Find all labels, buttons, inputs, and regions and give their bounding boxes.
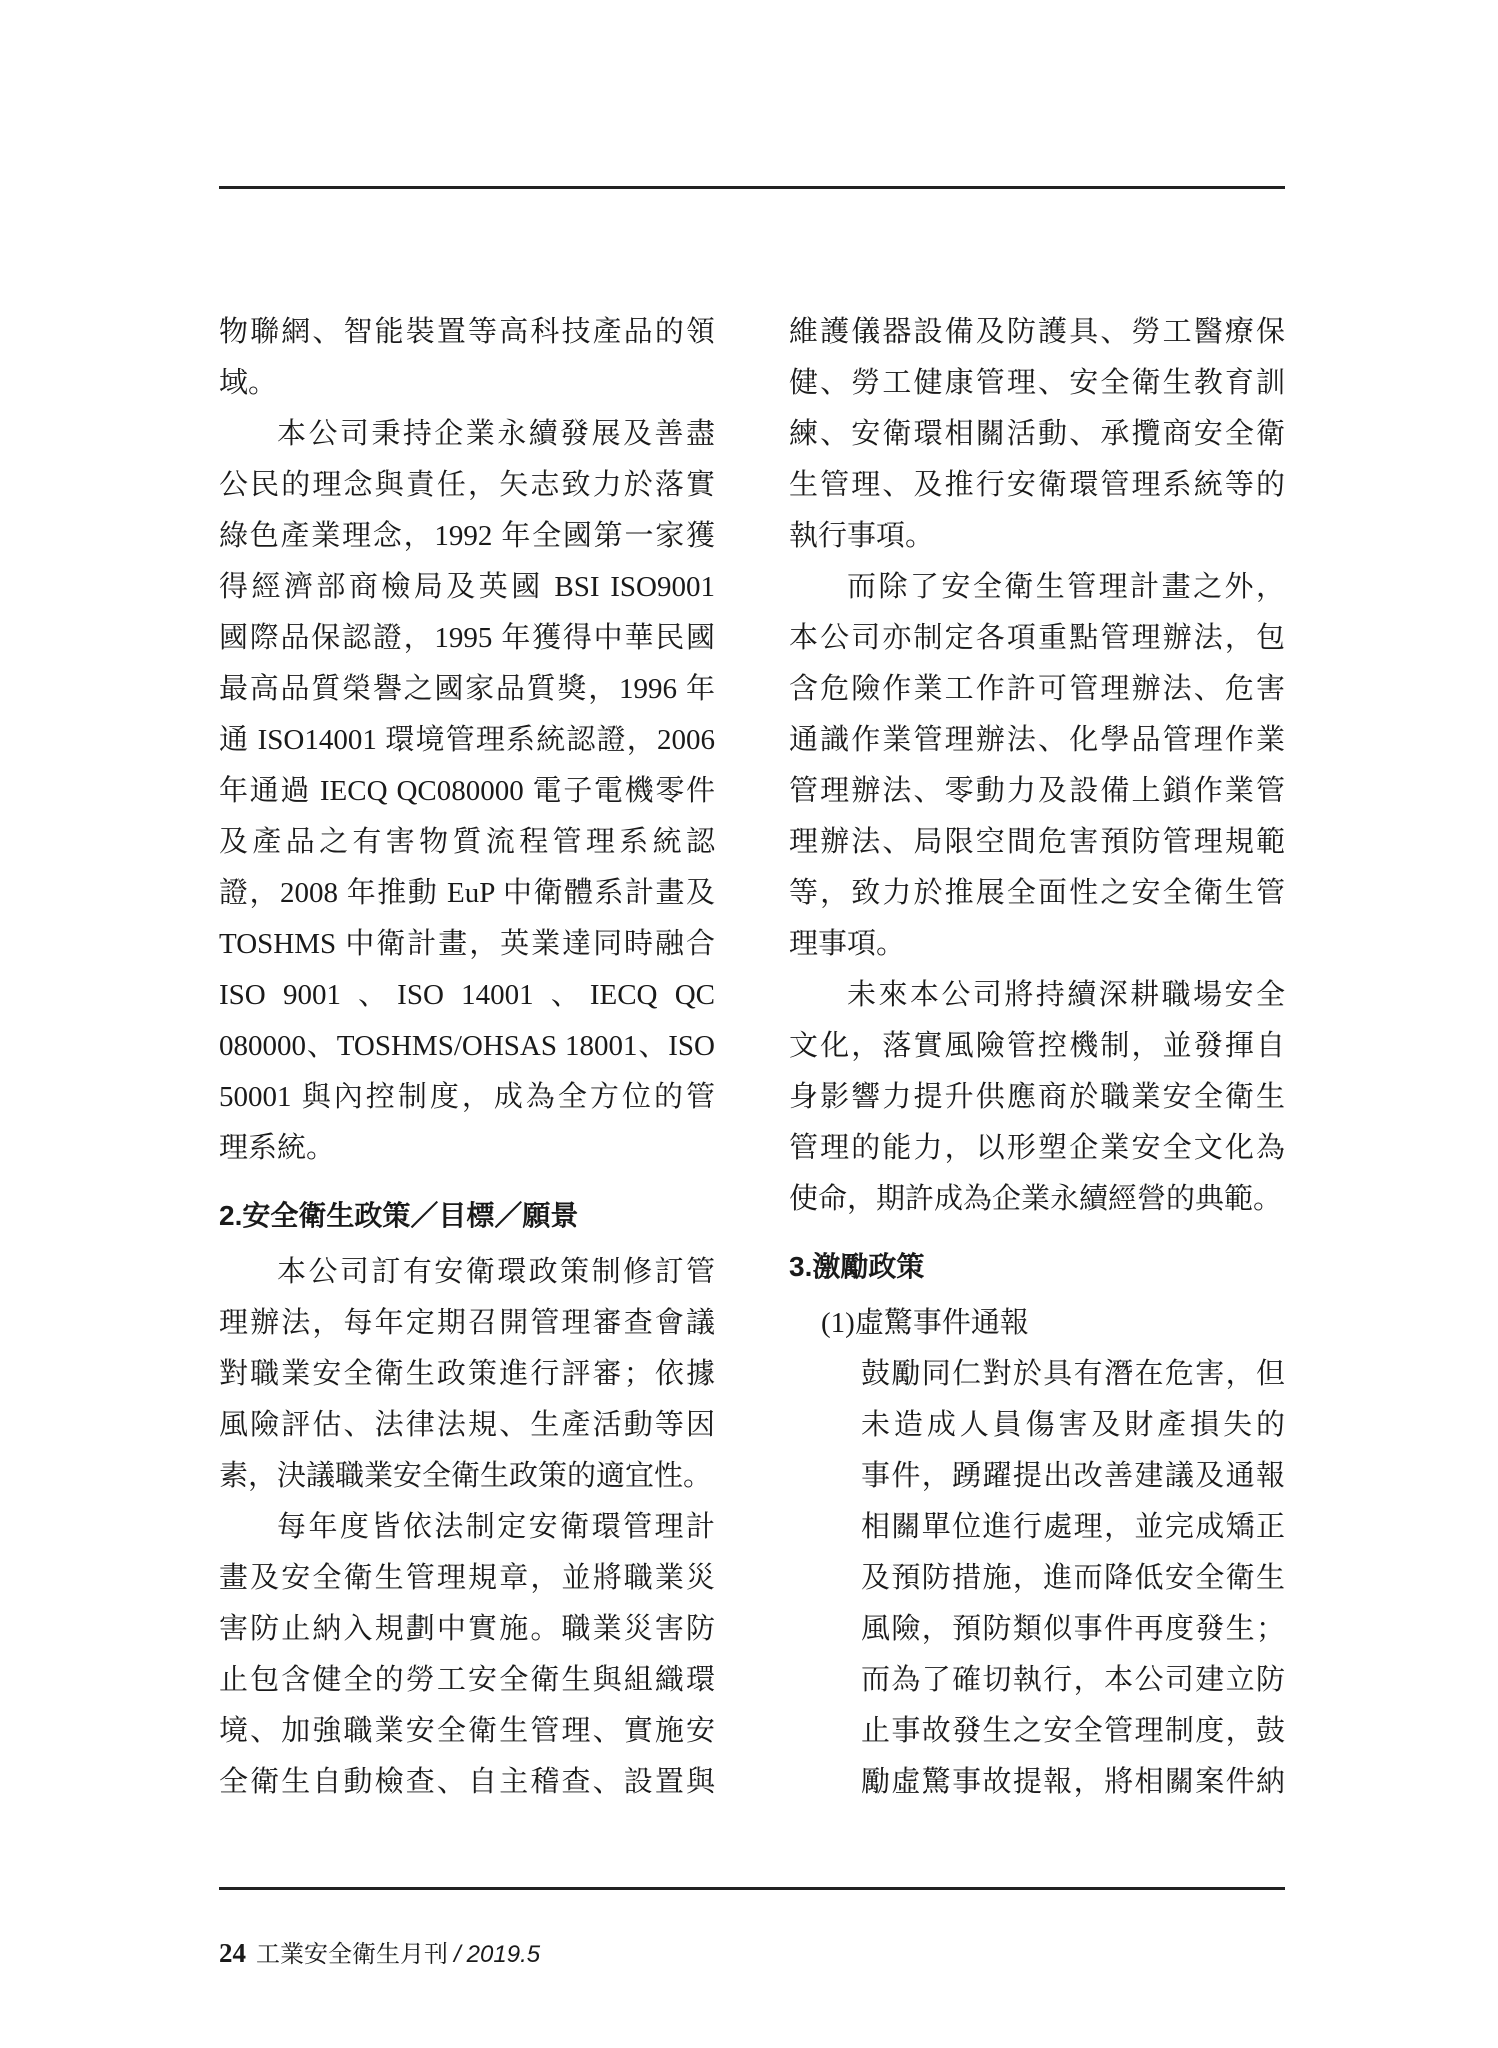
text-line: 理辦法、局限空間危害預防管理規範 (789, 826, 1285, 858)
paragraph (219, 1502, 715, 1808)
right-column (789, 307, 1285, 1808)
text-line: ISO 9001 、ISO 14001 、IECQ QC (219, 979, 715, 1011)
text-line: 管理辦法、零動力及設備上鎖作業管 (789, 775, 1285, 807)
text-line: 害防止納入規劃中實施。職業災害防 (219, 1613, 715, 1645)
paragraph (789, 562, 1285, 970)
text-line: 域。 (219, 367, 278, 399)
text-line: 管理的能力，以形塑企業安全文化為 (789, 1132, 1285, 1164)
text-line: 生管理、及推行安衛環管理系統等的 (789, 469, 1285, 501)
text-line: 物聯網、智能裝置等高科技產品的領 (219, 316, 715, 348)
text-line: 本公司亦制定各項重點管理辦法，包 (789, 622, 1285, 654)
text-line: 080000、TOSHMS/OHSAS 18001、ISO (219, 1030, 715, 1062)
text-line: 素，決議職業安全衛生政策的適宜性。 (219, 1460, 713, 1492)
text-line: 鼓勵同仁對於具有潛在危害，但 (861, 1358, 1285, 1390)
paragraph (219, 1247, 715, 1502)
text-line: 風險評估、法律法規、生產活動等因 (219, 1409, 715, 1441)
text-line: 執行事項。 (789, 520, 935, 552)
issue-date: 2019.5 (466, 1941, 541, 1968)
text-line: 通識作業管理辦法、化學品管理作業 (789, 724, 1285, 756)
text-line: 國際品保認證，1995 年獲得中華民國 (219, 622, 715, 654)
text-line: 未造成人員傷害及財產損失的 (861, 1409, 1285, 1441)
text-line: 通 ISO14001 環境管理系統認證，2006 (219, 724, 715, 756)
text-line: 身影響力提升供應商於職業安全衛生 (789, 1081, 1285, 1113)
paragraph (789, 970, 1285, 1225)
text-line: 而除了安全衛生管理計畫之外， (847, 571, 1285, 603)
text-line: 年通過 IECQ QC080000 電子電機零件 (219, 775, 715, 807)
sub-heading: (1)虛驚事件通報 (821, 1307, 1029, 1339)
text-line: TOSHMS 中衛計畫，英業達同時融合 (219, 928, 715, 960)
text-line: 相關單位進行處理，並完成矯正 (861, 1511, 1285, 1543)
left-column (219, 307, 715, 1808)
text-line: 及預防措施，進而降低安全衛生 (861, 1562, 1285, 1594)
footer-separator: / (454, 1941, 461, 1968)
text-line: 止包含健全的勞工安全衛生與組織環 (219, 1664, 715, 1696)
text-line: 未來本公司將持續深耕職場安全 (847, 979, 1285, 1011)
paragraph (219, 409, 715, 1174)
text-line: 理系統。 (219, 1132, 336, 1164)
journal-title: 工業安全衛生月刊 (256, 1941, 448, 1968)
text-line: 文化，落實風險管控機制，並發揮自 (789, 1030, 1285, 1062)
text-line: 理辦法，每年定期召開管理審查會議 (219, 1307, 715, 1339)
text-line: 每年度皆依法制定安衛環管理計 (277, 1511, 715, 1543)
paragraph (789, 307, 1285, 562)
text-line: 勵虛驚事故提報，將相關案件納 (861, 1766, 1285, 1798)
text-line: 健、勞工健康管理、安全衛生教育訓 (789, 367, 1285, 399)
page-footer (219, 1933, 540, 1973)
text-line: 最高品質榮譽之國家品質獎，1996 年 (219, 673, 715, 705)
text-line: 得經濟部商檢局及英國 BSI ISO9001 (219, 571, 715, 603)
page-number: 24 (219, 1938, 246, 1968)
text-line: 等，致力於推展全面性之安全衛生管 (789, 877, 1285, 909)
text-line: 綠色產業理念，1992 年全國第一家獲 (219, 520, 715, 552)
section-heading: 2.安全衛生政策／目標／願景 (219, 1200, 579, 1231)
text-line: 公民的理念與責任，矢志致力於落實 (219, 469, 715, 501)
footer-rule (219, 1887, 1285, 1890)
text-line: 而為了確切執行，本公司建立防 (861, 1664, 1285, 1696)
text-line: 證，2008 年推動 EuP 中衛體系計畫及 (219, 877, 715, 909)
section-heading: 3.激勵政策 (789, 1251, 925, 1282)
text-line: 境、加強職業安全衛生管理、實施安 (219, 1715, 715, 1747)
text-line: 止事故發生之安全管理制度，鼓 (861, 1715, 1285, 1747)
text-line: 及產品之有害物質流程管理系統認 (219, 826, 715, 858)
text-line: 本公司秉持企業永續發展及善盡 (277, 418, 715, 450)
text-line: 50001 與內控制度，成為全方位的管 (219, 1081, 715, 1113)
text-line: 含危險作業工作許可管理辦法、危害 (789, 673, 1285, 705)
header-rule (219, 186, 1285, 189)
text-line: 風險，預防類似事件再度發生； (861, 1613, 1285, 1645)
text-line: 使命，期許成為企業永續經營的典範。 (789, 1183, 1283, 1215)
text-line: 畫及安全衛生管理規章，並將職業災 (219, 1562, 715, 1594)
list-item-body (861, 1349, 1285, 1808)
text-line: 理事項。 (789, 928, 906, 960)
text-line: 事件，踴躍提出改善建議及通報 (861, 1460, 1285, 1492)
text-line: 維護儀器設備及防護具、勞工醫療保 (789, 316, 1285, 348)
paragraph (219, 307, 715, 409)
text-line: 練、安衛環相關活動、承攬商安全衛 (789, 418, 1285, 450)
text-line: 對職業安全衛生政策進行評審；依據 (219, 1358, 715, 1390)
text-line: 全衛生自動檢查、自主稽查、設置與 (219, 1766, 715, 1798)
text-line: 本公司訂有安衛環政策制修訂管 (277, 1256, 715, 1288)
